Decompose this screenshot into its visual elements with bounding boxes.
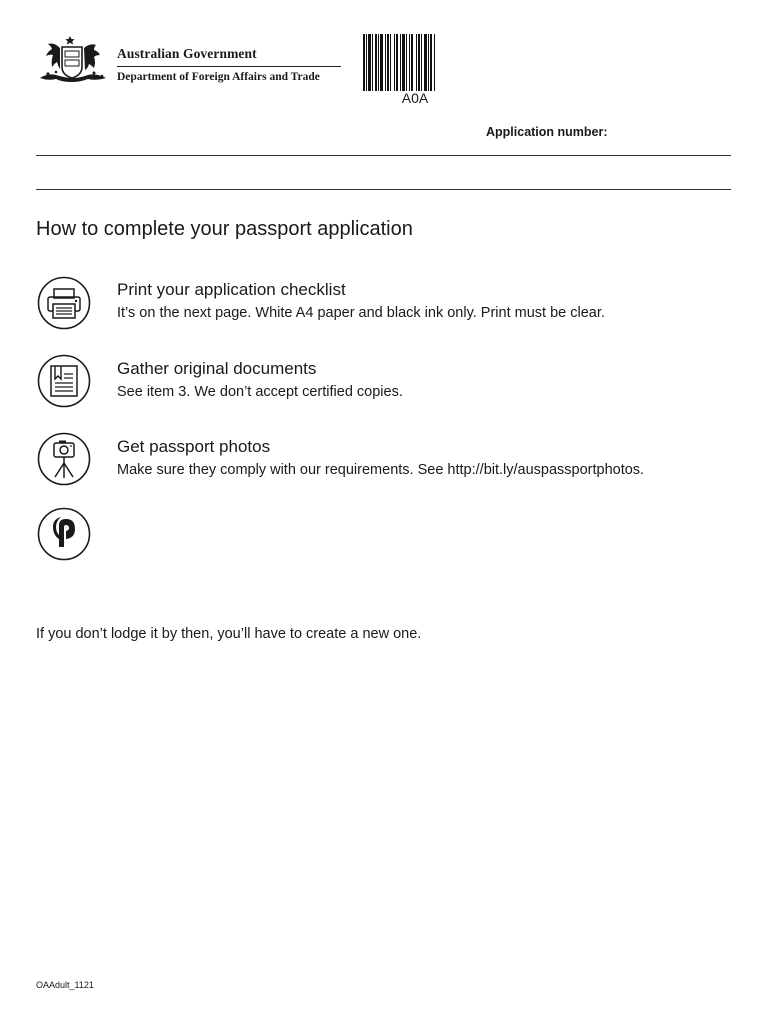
step-gather-documents-title: Gather original documents [117, 359, 317, 378]
government-branding [117, 46, 341, 83]
barcode-text: A0A [401, 90, 429, 106]
step-print-checklist-description: It’s on the next page. White A4 paper and black ink only. Print must be clear. [117, 305, 605, 321]
step-print-checklist-title: Print your application checklist [117, 280, 346, 299]
lodge-deadline-note: If you don’t lodge it by then, you’ll have to create a new one. [36, 626, 422, 642]
page-title: How to complete your passport application [36, 218, 413, 240]
department-name: Department of Foreign Affairs and Trade [117, 71, 320, 83]
step-passport-photos-title: Get passport photos [117, 437, 271, 456]
government-name: Australian Government [117, 46, 341, 67]
divider-line [36, 189, 731, 190]
camera-tripod-icon [37, 432, 91, 486]
coat-of-arms-logo [36, 34, 110, 86]
document-icon [37, 354, 91, 408]
step-passport-photos-description: Make sure they comply with our requirements. See http://bit.ly/auspassportphotos. [117, 462, 645, 478]
form-code: OAAdult_1121 [36, 980, 94, 990]
barcode [362, 34, 472, 91]
step-gather-documents-description: See item 3. We don’t accept certified copies. [117, 384, 403, 400]
application-number-label: Application number: [486, 125, 608, 139]
printer-icon [37, 276, 91, 330]
application-number-line [36, 155, 731, 156]
australia-post-icon [37, 507, 91, 561]
